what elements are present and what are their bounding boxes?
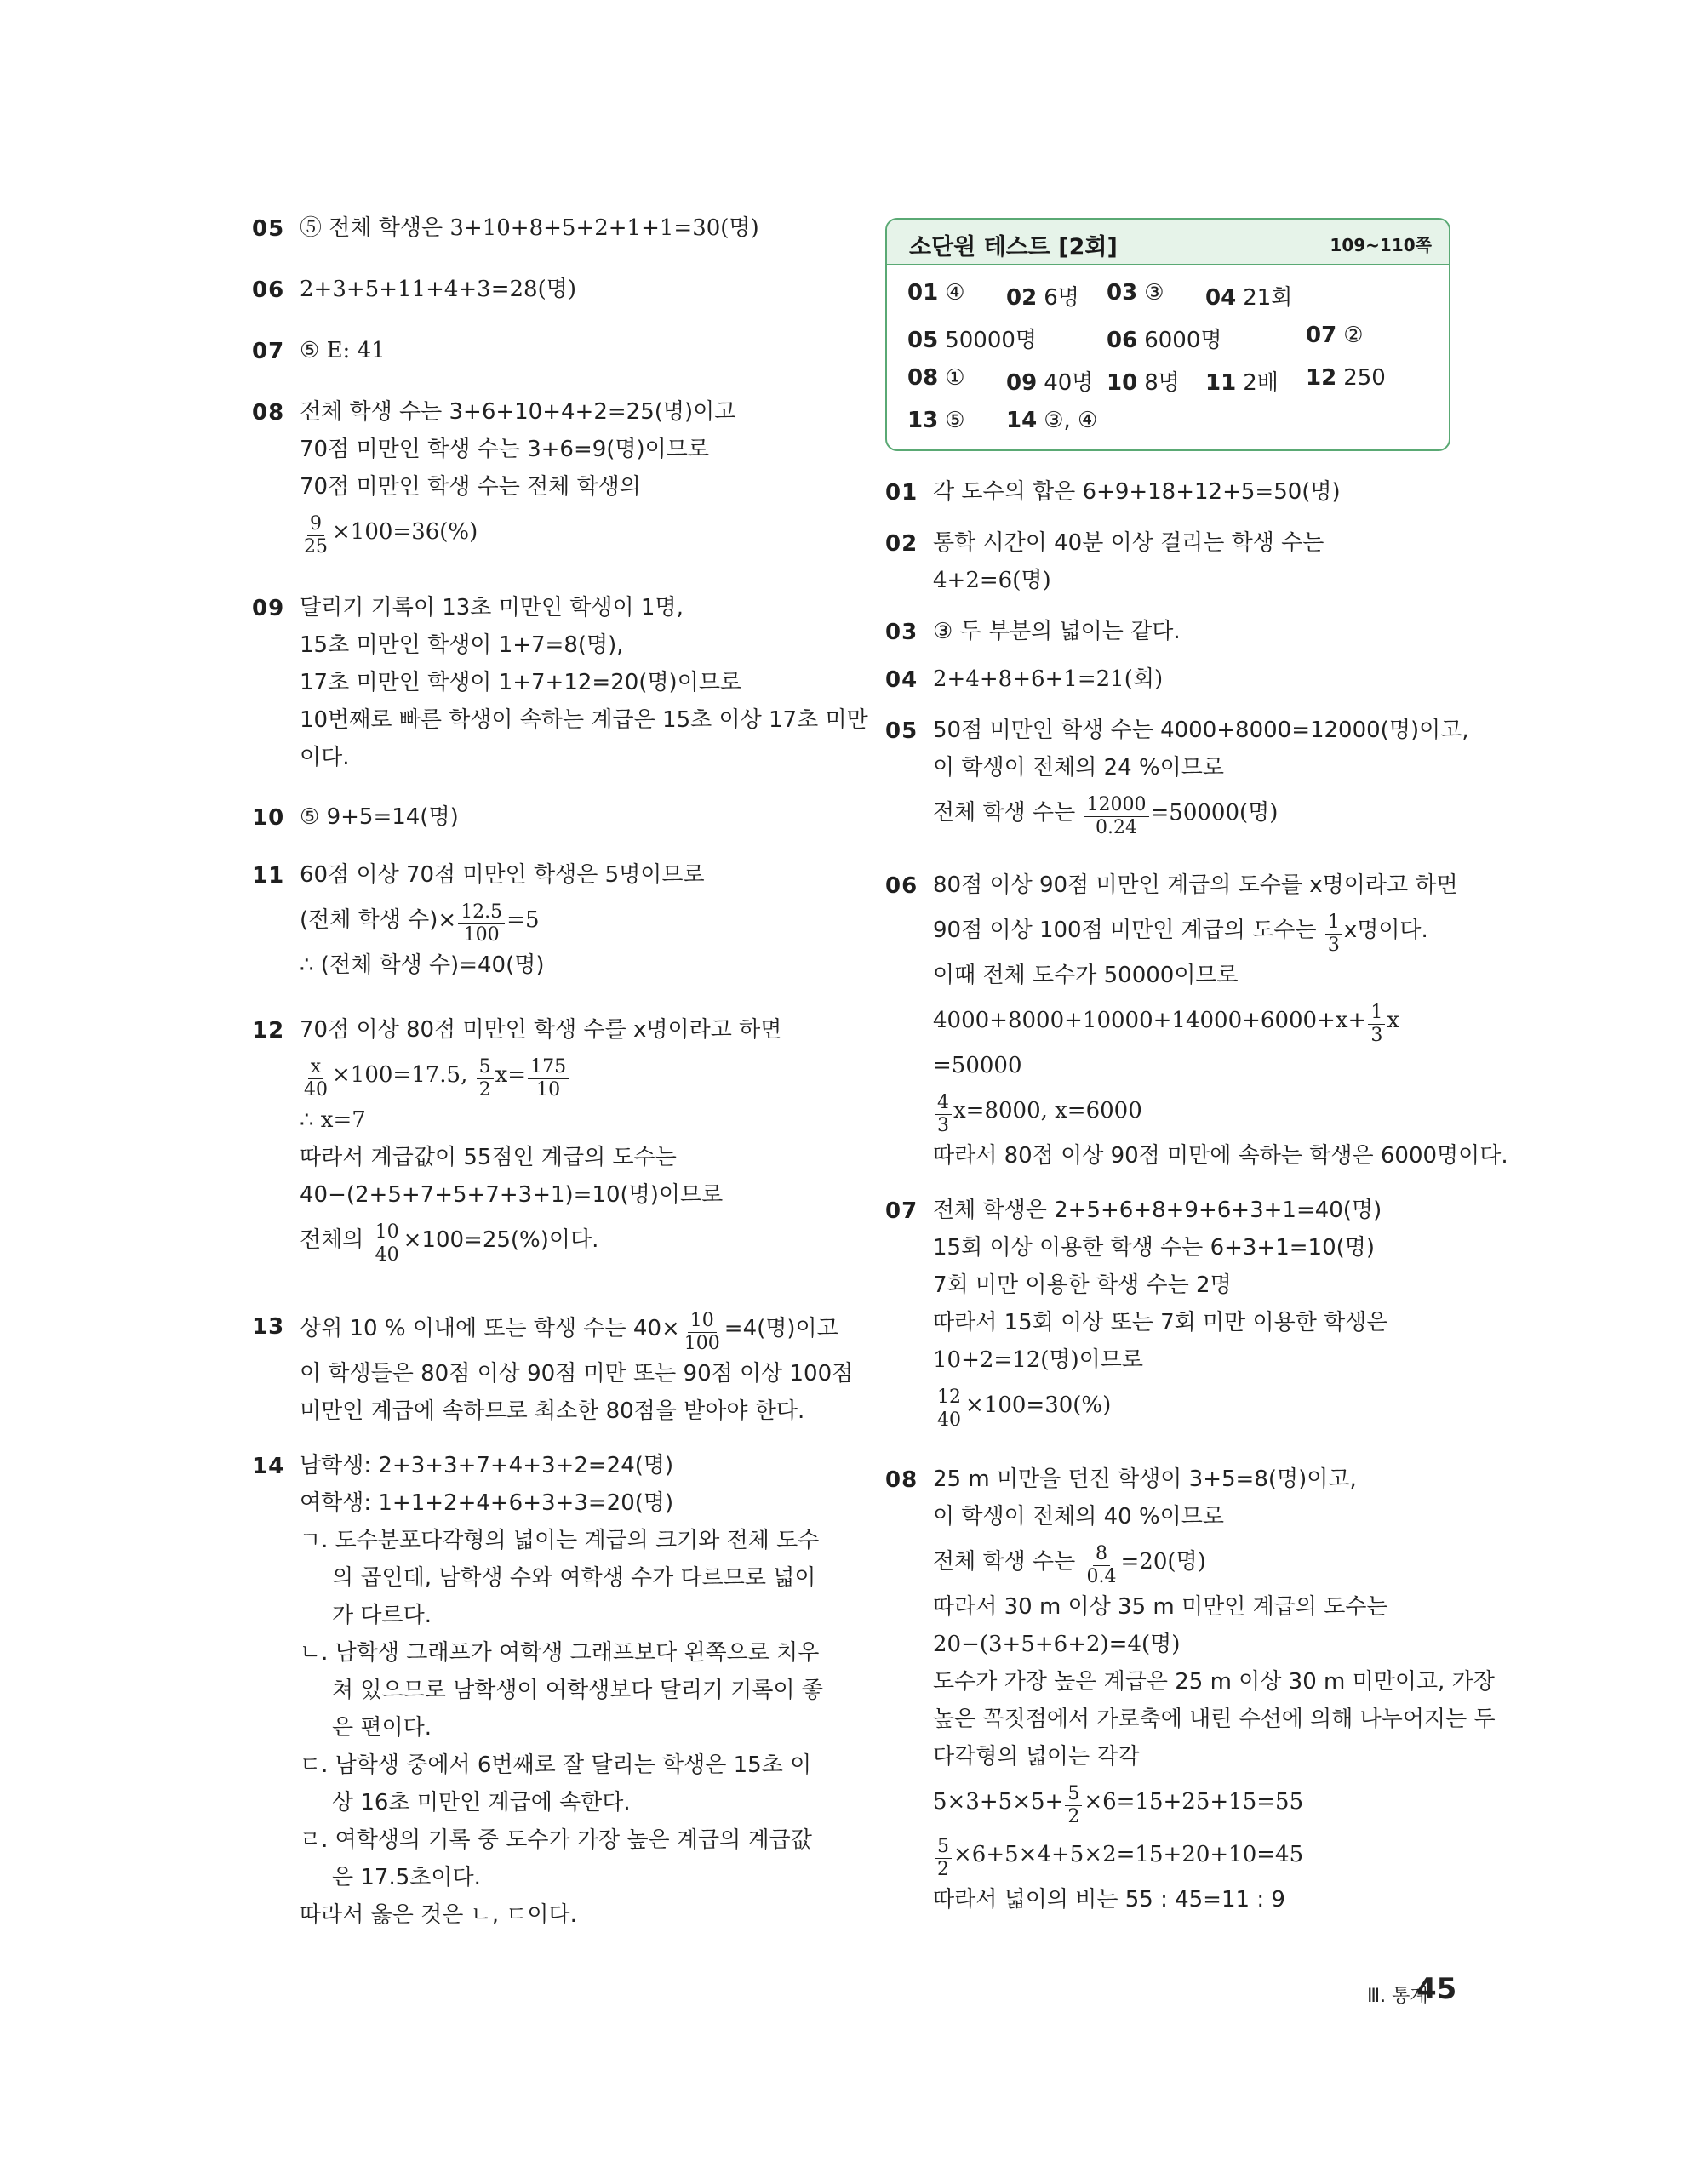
fraction: $\frac{1}{3}$	[1325, 912, 1342, 957]
solution-line: 달리기 기록이 13초 미만인 학생이 1명,	[300, 595, 684, 620]
list-item: ㄴ. 남학생 그래프가 여학생 그래프보다 왼쪽으로 치우쳐 있으므로 남학생이 여학생보다 달리기 기록이 좋은 편이다.	[300, 1640, 824, 1741]
fraction-line: $\frac{9}{25}$ ×100=36(%)	[300, 506, 831, 558]
problem-r06	[885, 866, 1508, 1175]
list-item: ㄹ. 여학생의 기록 중 도수가 가장 높은 계급의 계급값은 17.5초이다.	[300, 1827, 812, 1890]
fraction-line: $\frac{12}{40}$ ×100=30(%)	[933, 1379, 1464, 1432]
answer-item: 11 2배	[1205, 370, 1279, 396]
answer-box	[885, 218, 1450, 451]
answer-item: 02 6명	[1006, 285, 1079, 311]
problem-number: 07	[885, 1198, 918, 1224]
solution-line: 15초 미만인 학생이 1+7=8(명),	[300, 632, 624, 658]
answer-box-pages: 109~110쪽	[1330, 235, 1432, 255]
fraction-line: 4000+8000+10000+14000+6000+x+ $\frac{1}{3}$ x	[933, 1002, 1399, 1046]
fraction: $\frac{5}{2}$	[935, 1836, 952, 1881]
solution-line: 10+2=12(명)이므로	[933, 1347, 1144, 1373]
fraction-line: 상위 10 % 이내에 또는 학생 수는 40× $\frac{10}{100}$ =4(명)이고	[300, 1310, 838, 1354]
problem-12	[252, 1011, 831, 1266]
problem-09	[252, 589, 868, 776]
solution-line: 따라서 30 m 이상 35 m 미만인 계급의 도수는	[933, 1594, 1388, 1620]
problem-number: 10	[252, 805, 285, 831]
solution-line: 이 학생이 전체의 24 %이므로	[933, 755, 1225, 780]
problem-05	[252, 209, 831, 247]
problem-r04	[885, 660, 1464, 698]
solution-line: 높은 꼭짓점에서 가로축에 내린 수선에 의해 나누어지는 두	[933, 1707, 1496, 1732]
fraction: $\frac{175}{10}$	[528, 1056, 569, 1101]
solution-line: 40−(2+5+7+5+7+3+1)=10(명)이므로	[300, 1182, 724, 1208]
problem-r07	[885, 1192, 1464, 1432]
problem-number: 06	[252, 277, 285, 303]
answer-item: 07 ②	[1306, 323, 1364, 348]
problem-r03	[885, 613, 1464, 650]
fraction: $\frac{5}{2}$	[1065, 1783, 1082, 1828]
solution-line: 따라서 넓이의 비는 55 : 45=11 : 9	[933, 1887, 1285, 1912]
problem-07	[252, 332, 831, 369]
fraction: $\frac{10}{100}$	[684, 1310, 720, 1354]
fraction: $\frac{x}{40}$	[304, 1056, 328, 1101]
fraction: $\frac{4}{3}$	[935, 1092, 952, 1137]
fraction-line: 5×3+5×5+ $\frac{5}{2}$ ×6=15+25+15=55	[933, 1783, 1304, 1827]
solution-line: 각 도수의 합은 6+9+18+12+5=50(명)	[933, 479, 1341, 505]
problem-r01	[885, 473, 1464, 511]
answer-item: 13 ⑤	[907, 408, 965, 433]
solution-line: ⑤ 9+5=14(명)	[300, 804, 459, 830]
problem-08	[252, 393, 831, 558]
list-item: ㄷ. 남학생 중에서 6번째로 잘 달리는 학생은 15초 이상 16초 미만인 계급에 속한다.	[300, 1752, 812, 1815]
problem-06	[252, 271, 831, 308]
answer-item: 03 ③	[1107, 280, 1164, 306]
solution-line: 이 학생이 전체의 40 %이므로	[933, 1504, 1225, 1529]
problem-11	[252, 856, 831, 984]
solution-line: 15회 이상 이용한 학생 수는 6+3+1=10(명)	[933, 1235, 1376, 1261]
solution-line: ⑤ E: 41	[300, 338, 386, 363]
solution-line: 7회 미만 이용한 학생 수는 2명	[933, 1272, 1232, 1298]
answer-box-header	[887, 220, 1449, 265]
solution-line: 2+4+8+6+1=21(회)	[933, 666, 1164, 692]
fraction: $\frac{9}{25}$	[304, 513, 328, 557]
solution-line: 이다.	[300, 745, 350, 770]
answer-box-title: 소단원 테스트 [2회]	[909, 234, 1118, 260]
fraction: $\frac{5}{2}$	[477, 1056, 494, 1101]
solution-line: 따라서 15회 이상 또는 7회 미만 이용한 학생은	[933, 1310, 1388, 1335]
section-label: Ⅲ. 통계	[1367, 1986, 1428, 2007]
solution-line: 여학생: 1+1+2+4+6+3+3=20(명)	[300, 1490, 674, 1516]
fraction: $\frac{10}{40}$	[373, 1221, 402, 1266]
solution-line: ③ 두 부분의 넓이는 같다.	[933, 619, 1181, 644]
problem-13	[252, 1302, 854, 1430]
solution-line: 미만인 계급에 속하므로 최소한 80점을 받아야 한다.	[300, 1398, 805, 1424]
solution-line: 이 학생들은 80점 이상 90점 미만 또는 90점 이상 100점	[300, 1361, 854, 1386]
solution-line: 4+2=6(명)	[933, 568, 1051, 593]
fraction-line: $\frac{5}{2}$ ×6+5×4+5×2=15+20+10=45	[933, 1828, 1464, 1881]
solution-line: 통학 시간이 40분 이상 걸리는 학생 수는	[933, 530, 1324, 556]
solution-line: 전체 학생 수는 3+6+10+4+2=25(명)이고	[300, 399, 736, 425]
problem-number: 08	[252, 400, 285, 426]
page-number: 45	[1416, 1972, 1457, 2006]
problem-r02	[885, 524, 1464, 599]
solution-line: =50000	[933, 1053, 1022, 1078]
fraction: $\frac{8}{0.4}$	[1086, 1543, 1117, 1587]
solution-line: 80점 이상 90점 미만인 계급의 도수를 x명이라고 하면	[933, 872, 1458, 898]
answer-item: 10 8명	[1107, 370, 1180, 396]
solution-line: 남학생: 2+3+3+7+4+3+2=24(명)	[300, 1453, 674, 1478]
fraction-line: $\frac{4}{3}$ x=8000, x=6000	[933, 1084, 1464, 1137]
fraction: $\frac{12}{40}$	[935, 1386, 964, 1432]
fraction: $\frac{12000}{0.24}$	[1084, 794, 1149, 839]
answer-item: 14 ③, ④	[1006, 408, 1098, 433]
problem-number: 14	[252, 1454, 285, 1479]
solution-line: 25 m 미만을 던진 학생이 3+5=8(명)이고,	[933, 1466, 1357, 1492]
answer-item: 12 250	[1306, 365, 1386, 391]
answer-item: 04 21회	[1205, 285, 1293, 311]
solution-line: 60점 이상 70점 미만인 학생은 5명이므로	[300, 862, 705, 888]
problem-number: 12	[252, 1018, 285, 1043]
solution-line: 따라서 80점 이상 90점 미만에 속하는 학생은 6000명이다.	[933, 1143, 1508, 1169]
solution-line: 따라서 계급값이 55점인 계급의 도수는	[300, 1145, 677, 1170]
list-item: ㄱ. 도수분포다각형의 넓이는 계급의 크기와 전체 도수의 곱인데, 남학생 수와 여학생 수가 다르므로 넓이가 다르다.	[300, 1528, 820, 1628]
problem-r08	[885, 1461, 1496, 1918]
answer-grid	[887, 265, 1449, 449]
solution-line: 다각형의 넓이는 각각	[933, 1744, 1140, 1769]
fraction-line: 전체의 $\frac{10}{40}$ ×100=25(%)이다.	[300, 1221, 599, 1266]
problem-number: 13	[252, 1314, 285, 1340]
problem-number: 08	[885, 1467, 918, 1493]
answer-item: 09 40명	[1006, 370, 1094, 396]
solution-line: 20−(3+5+6+2)=4(명)	[933, 1632, 1181, 1657]
solution-line: 70점 이상 80점 미만인 학생 수를 x명이라고 하면	[300, 1017, 782, 1043]
problem-r05	[885, 712, 1469, 839]
solution-line: 70점 미만인 학생 수는 3+6=9(명)이므로	[300, 437, 710, 462]
fraction-line: (전체 학생 수)× $\frac{12.5}{100}$ =5	[300, 901, 540, 946]
problem-10	[252, 798, 831, 836]
solution-line: ⑤ 전체 학생은 3+10+8+5+2+1+1=30(명)	[300, 215, 759, 241]
answer-item: 06 6000명	[1107, 328, 1222, 353]
answer-item: 08 ①	[907, 365, 965, 391]
solution-line: 이때 전체 도수가 50000이므로	[933, 963, 1239, 988]
problem-number: 05	[252, 216, 285, 242]
fraction-line: $\frac{x}{40}$ ×100=17.5, $\frac{5}{2}$ x= $\frac{175}{10}$	[300, 1049, 831, 1101]
solution-line: ∴ x=7	[300, 1107, 366, 1133]
problem-number: 11	[252, 863, 285, 889]
problem-number: 01	[885, 480, 918, 506]
problem-number: 04	[885, 667, 918, 693]
problem-number: 05	[885, 718, 918, 744]
solution-line: 따라서 옳은 것은 ㄴ, ㄷ이다.	[300, 1902, 577, 1928]
fraction: $\frac{12.5}{100}$	[458, 901, 505, 946]
problem-number: 03	[885, 620, 918, 645]
fraction: $\frac{1}{3}$	[1368, 1002, 1385, 1047]
solution-line: 10번째로 빠른 학생이 속하는 계급은 15초 이상 17초 미만	[300, 707, 868, 733]
fraction-line: 90점 이상 100점 미만인 계급의 도수는 $\frac{1}{3}$ x명이다.	[933, 912, 1428, 956]
fraction-line: 전체 학생 수는 $\frac{12000}{0.24}$ =50000(명)	[933, 794, 1279, 838]
fraction-line: 전체 학생 수는 $\frac{8}{0.4}$ =20(명)	[933, 1543, 1206, 1587]
solution-line: 70점 미만인 학생 수는 전체 학생의	[300, 474, 641, 500]
problem-number: 07	[252, 339, 285, 364]
problem-number: 02	[885, 531, 918, 557]
solution-line: 전체 학생은 2+5+6+8+9+6+3+1=40(명)	[933, 1198, 1382, 1223]
problem-number: 09	[252, 596, 285, 621]
solution-line: 도수가 가장 높은 계급은 25 m 이상 30 m 미만이고, 가장	[933, 1669, 1495, 1695]
answer-item: 05 50000명	[907, 328, 1038, 353]
solution-line: 2+3+5+11+4+3=28(명)	[300, 277, 576, 302]
solution-line: 50점 미만인 학생 수는 4000+8000=12000(명)이고,	[933, 718, 1469, 743]
solution-line: ∴ (전체 학생 수)=40(명)	[300, 952, 545, 978]
problem-number: 06	[885, 873, 918, 899]
solution-line: 17초 미만인 학생이 1+7+12=20(명)이므로	[300, 670, 742, 695]
answer-item: 01 ④	[907, 280, 965, 306]
problem-14	[252, 1447, 831, 1934]
